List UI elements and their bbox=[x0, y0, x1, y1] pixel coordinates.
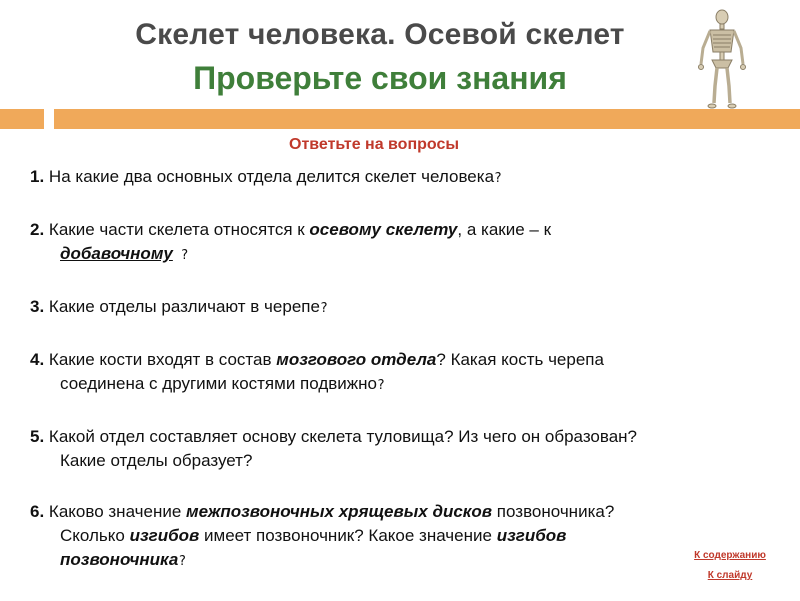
answer-prompt: Ответьте на вопросы bbox=[289, 136, 460, 153]
question-term: изгибов bbox=[129, 526, 200, 545]
question-text: позвоночника? bbox=[492, 502, 615, 521]
question-mark: ? bbox=[178, 554, 187, 569]
question-term: осевому скелету bbox=[309, 220, 458, 239]
slide-link[interactable]: К слайду bbox=[707, 570, 753, 581]
question-number: 3. bbox=[30, 297, 45, 316]
question-text: Какие части скелета относятся к bbox=[48, 220, 310, 239]
question-text: На какие два основных отдела делится скелет человека bbox=[48, 167, 495, 186]
accent-bar-right bbox=[54, 109, 800, 129]
accent-bar-left bbox=[0, 109, 44, 129]
contents-link[interactable]: К содержанию bbox=[694, 550, 766, 561]
accent-bar-gap bbox=[44, 109, 54, 129]
question-text: ? Какая кость черепа bbox=[436, 350, 604, 369]
question-4 bbox=[30, 348, 775, 398]
question-number: 1. bbox=[30, 167, 45, 186]
skeleton-icon bbox=[696, 8, 748, 110]
question-number: 5. bbox=[30, 427, 45, 446]
question-6 bbox=[30, 500, 775, 574]
question-term: межпозвоночных хрящевых дисков bbox=[186, 502, 493, 521]
question-mark: ? bbox=[494, 171, 502, 186]
question-text: Каково значение bbox=[48, 502, 187, 521]
question-text: , а какие – к bbox=[457, 220, 552, 239]
question-mark: ? bbox=[319, 301, 328, 316]
question-text: Сколько bbox=[60, 526, 130, 545]
slide-title: Скелет человека. Осевой скелет bbox=[135, 18, 625, 51]
question-text: соединена с другими костями подвижно bbox=[60, 374, 377, 393]
question-term: изгибов bbox=[496, 526, 567, 545]
question-number: 6. bbox=[30, 502, 45, 521]
question-term: добавочному bbox=[60, 244, 173, 263]
question-text: Какие отделы различают в черепе bbox=[48, 297, 320, 316]
question-2 bbox=[30, 218, 775, 268]
question-3 bbox=[30, 295, 775, 321]
question-text: Какие кости входят в состав bbox=[48, 350, 277, 369]
question-1 bbox=[30, 165, 775, 191]
question-mark: ? bbox=[377, 378, 385, 393]
question-text: имеет позвоночник? Какое значение bbox=[199, 526, 497, 545]
question-list bbox=[30, 165, 775, 601]
question-term: позвоночника bbox=[60, 550, 179, 569]
question-term: мозгового отдела bbox=[276, 350, 437, 369]
question-5 bbox=[30, 425, 775, 473]
question-text: Какие отделы образует? bbox=[60, 451, 253, 470]
question-text: Какой отдел составляет основу скелета туловища? Из чего он образован? bbox=[48, 427, 638, 446]
slide-subtitle: Проверьте свои знания bbox=[193, 60, 567, 96]
question-number: 4. bbox=[30, 350, 45, 369]
question-mark: ? bbox=[172, 248, 189, 263]
question-number: 2. bbox=[30, 220, 45, 239]
